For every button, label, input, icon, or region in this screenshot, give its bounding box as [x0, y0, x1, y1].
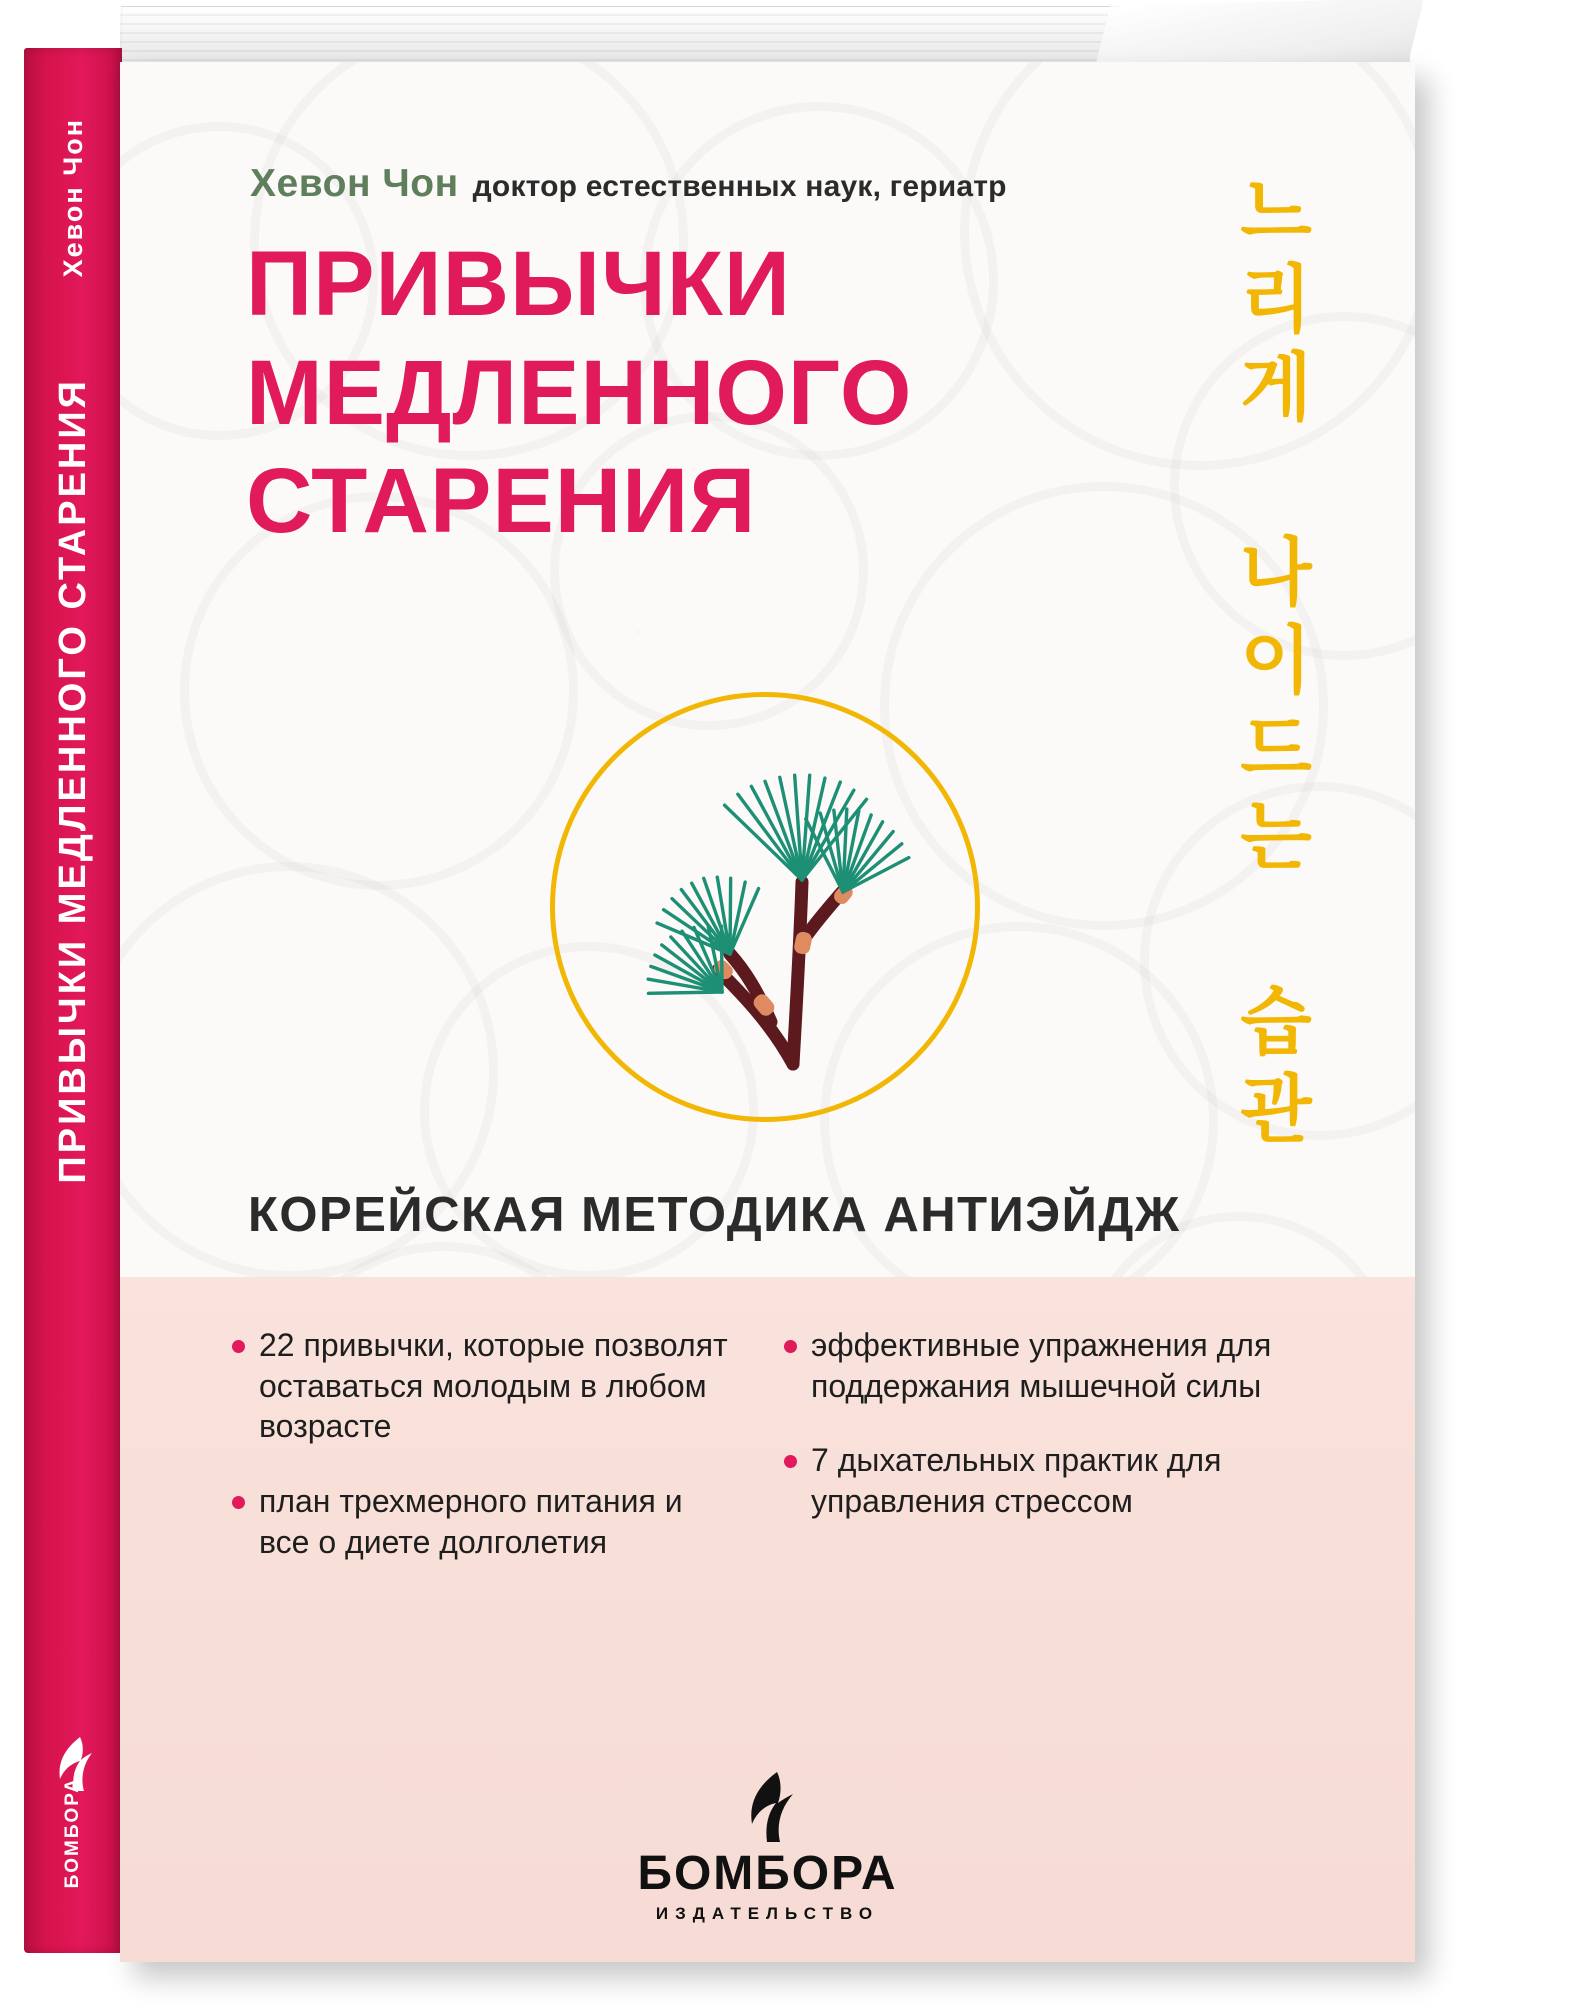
list-item — [784, 1325, 1284, 1406]
bullet-right-1: эффективные упражнения для поддержания мышечной силы — [811, 1327, 1272, 1404]
cover-korean-title — [1229, 172, 1312, 1202]
illustration-ring — [550, 692, 980, 1122]
bullet-left-1: 22 привычки, которые позволят оставаться молодым в любом возрасте — [259, 1327, 728, 1445]
pine-branch-circle-icon — [550, 692, 980, 1122]
cover-korean-title-label: 느리게 나이드는 습관 — [1229, 172, 1312, 1158]
cover-title-line-3: СТАРЕНИЯ — [246, 450, 757, 553]
spine-title-label: ПРИВЫЧКИ МЕДЛЕННОГО СТАРЕНИЯ — [51, 378, 94, 1184]
bullets-column-left — [232, 1325, 732, 1596]
spine-publisher — [24, 1777, 122, 1893]
publisher-name: БОМБОРА — [637, 1847, 898, 1900]
bullet-dot-icon — [232, 1340, 245, 1353]
publisher-tagline: ИЗДАТЕЛЬСТВО — [655, 1904, 880, 1923]
cover-title-line-1: ПРИВЫЧКИ — [246, 233, 792, 335]
cover-author-credentials: доктор естественных наук, гериатр — [472, 170, 1007, 203]
book-spine — [24, 48, 122, 1953]
spine-publisher-label: БОМБОРА — [62, 1776, 83, 1888]
bullet-dot-icon — [784, 1455, 797, 1468]
bullet-left-2: план трехмерного питания и все о диете долголетия — [259, 1482, 683, 1560]
publisher-logo — [553, 1770, 983, 1924]
cover-title-line-2: МЕДЛЕННОГО — [246, 341, 913, 444]
bullet-dot-icon — [784, 1340, 797, 1353]
book-front-cover — [120, 62, 1415, 1962]
list-item — [784, 1440, 1284, 1521]
spine-author — [24, 118, 122, 282]
bombora-mark-icon — [735, 1770, 801, 1844]
cover-bullets-panel — [120, 1277, 1415, 1962]
list-item — [232, 1325, 732, 1447]
spine-title — [24, 378, 122, 1189]
cover-author-name: Хевон Чон — [250, 162, 459, 205]
bullets-column-right — [784, 1325, 1284, 1596]
bullet-right-2: 7 дыхательных практик для управления стрессом — [811, 1442, 1222, 1519]
list-item — [232, 1481, 732, 1562]
cover-author-line — [250, 162, 1150, 206]
spine-author-label: Хевон Чон — [57, 118, 88, 278]
bullet-dot-icon — [232, 1496, 245, 1509]
cover-title — [246, 230, 1226, 556]
cover-subtitle: КОРЕЙСКАЯ МЕТОДИКА АНТИЭЙДЖ — [248, 1188, 1181, 1242]
